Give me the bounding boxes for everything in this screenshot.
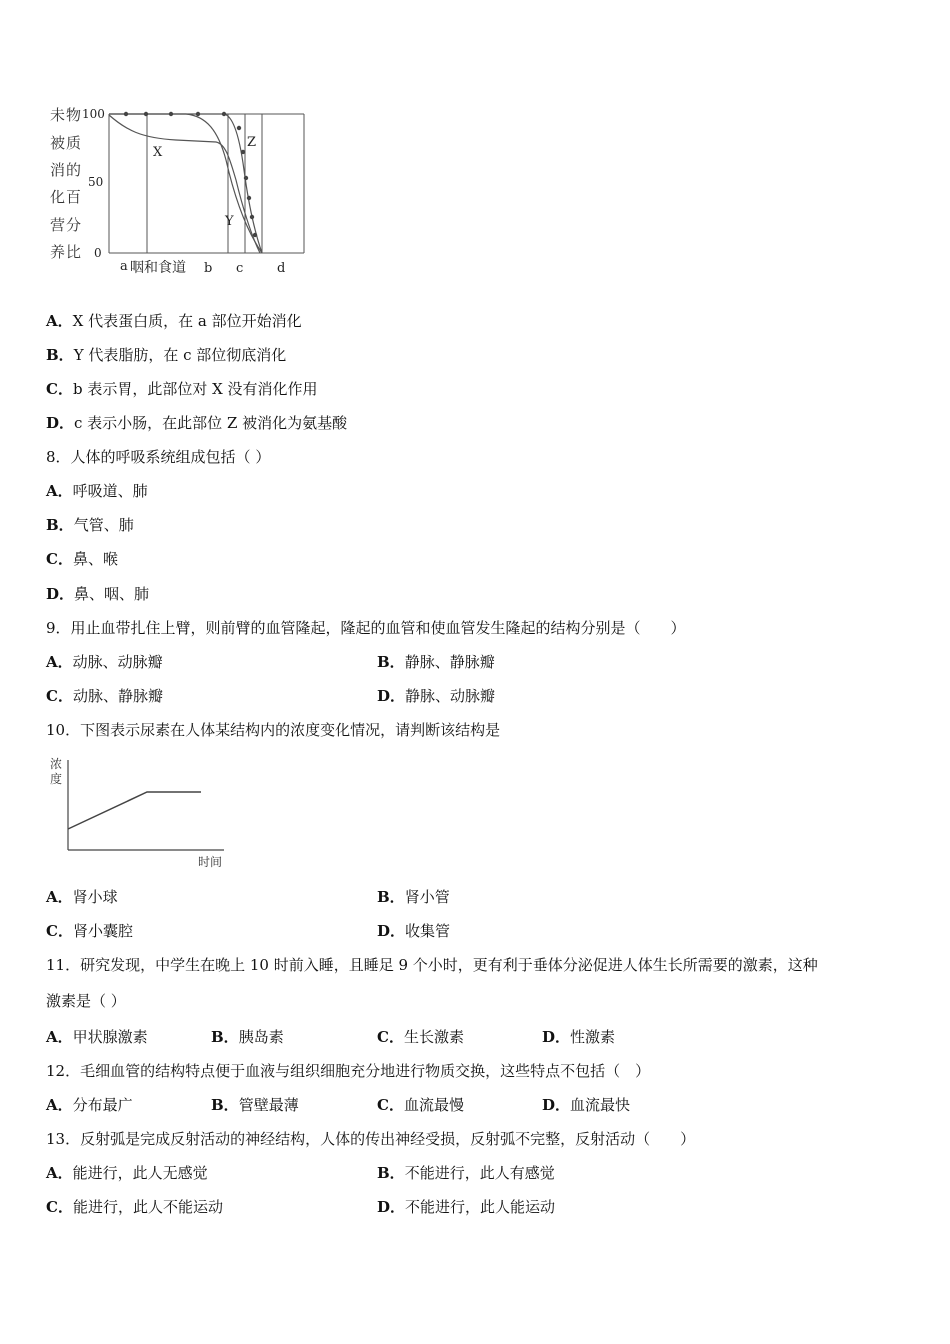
option-text: 不能进行，此人能运动 <box>405 1198 556 1216</box>
option-text: 动脉、动脉瓣 <box>72 653 163 671</box>
tick-100: 100 <box>82 107 105 121</box>
ylabel-char: 质 <box>66 134 82 152</box>
q11-stem-line1: 11．研究发现，中学生在晚上 10 时前入睡，且睡足 9 个小时，更有利于垂体分泌促进人体生长所需要的激素，这种 <box>46 956 818 974</box>
option-letter: B． <box>46 346 74 364</box>
tick-0: 0 <box>94 246 102 260</box>
urea-chart-svg <box>46 752 236 872</box>
option-text: b 表示胃，此部位对 X 没有消化作用 <box>72 380 318 398</box>
ylabel-char: 百 <box>66 188 82 206</box>
option-letter: C． <box>46 1198 73 1216</box>
option-text: 呼吸道、肺 <box>72 482 148 500</box>
option-text: 气管、肺 <box>73 516 134 534</box>
q12-stem: 12．毛细血管的结构特点便于血液与组织细胞充分地进行物质交换，这些特点不包括（ ） <box>46 1062 651 1080</box>
q12-option-b[interactable] <box>211 1095 299 1115</box>
option-text: 管壁最薄 <box>238 1096 299 1114</box>
q8-option-c[interactable] <box>46 549 118 569</box>
q7-option-b[interactable] <box>46 345 286 365</box>
option-letter: C． <box>46 550 73 568</box>
option-letter: B． <box>377 888 405 906</box>
option-text: 能进行，此人不能运动 <box>72 1198 223 1216</box>
urea-chart <box>46 752 236 872</box>
q8-option-b[interactable] <box>46 515 134 535</box>
ylabel-char: 未 <box>50 106 66 124</box>
q11-option-a[interactable] <box>46 1027 148 1047</box>
option-letter: A． <box>46 482 73 500</box>
ylabel-char: 化 <box>50 188 66 206</box>
ylabel-char: 养 <box>50 243 66 261</box>
option-letter: D． <box>542 1096 571 1114</box>
digestion-chart-svg <box>46 100 316 285</box>
xlabel-a: a <box>120 259 128 274</box>
urea-curve <box>68 792 201 829</box>
option-text: 肾小囊腔 <box>72 922 133 940</box>
option-text: 分布最广 <box>72 1096 133 1114</box>
q9-stem: 9．用止血带扎住上臂，则前臂的血管隆起，隆起的血管和使血管发生隆起的结构分别是（ ） <box>46 619 686 637</box>
ylabel-char: 被 <box>50 134 66 152</box>
option-text: 甲状腺激素 <box>72 1028 148 1046</box>
option-letter: A． <box>46 888 73 906</box>
q13-stem: 13．反射弧是完成反射活动的神经结构，人体的传出神经受损，反射弧不完整，反射活动（ ） <box>46 1130 696 1148</box>
option-text: X 代表蛋白质，在 a 部位开始消化 <box>72 312 302 330</box>
q10-option-b[interactable] <box>377 887 450 907</box>
q11-option-d[interactable] <box>542 1027 615 1047</box>
option-text: c 表示小肠，在此部位 Z 被消化为氨基酸 <box>74 414 348 432</box>
xlabel-a-text: 咽和食道 <box>130 260 186 276</box>
q13-option-a[interactable] <box>46 1163 208 1183</box>
option-text: Y 代表脂肪，在 c 部位彻底消化 <box>73 346 287 364</box>
option-letter: D． <box>542 1028 571 1046</box>
option-text: 静脉、动脉瓣 <box>405 687 496 705</box>
urea-ylabel-2: 度 <box>50 772 63 786</box>
option-text: 收集管 <box>405 922 451 940</box>
option-text: 动脉、静脉瓣 <box>72 687 163 705</box>
q7-option-c[interactable] <box>46 379 318 399</box>
q10-stem: 10．下图表示尿素在人体某结构内的浓度变化情况，请判断该结构是 <box>46 721 501 739</box>
option-letter: B． <box>377 653 405 671</box>
option-letter: B． <box>211 1096 239 1114</box>
ylabel-char: 比 <box>66 243 82 261</box>
curve-y <box>109 114 262 253</box>
option-letter: B． <box>377 1164 405 1182</box>
ylabel-char: 消 <box>50 161 66 179</box>
option-letter: B． <box>211 1028 239 1046</box>
option-text: 血流最快 <box>570 1096 631 1114</box>
ylabel-char: 分 <box>66 216 82 234</box>
q7-option-d[interactable] <box>46 413 347 433</box>
option-letter: D． <box>46 585 75 603</box>
q12-option-a[interactable] <box>46 1095 133 1115</box>
q8-option-d[interactable] <box>46 584 149 604</box>
digestion-chart <box>46 100 316 285</box>
q9-option-c[interactable] <box>46 686 163 706</box>
q10-option-c[interactable] <box>46 921 133 941</box>
option-letter: C． <box>46 380 73 398</box>
q11-stem-line2: 激素是（ ） <box>46 992 126 1010</box>
q9-option-d[interactable] <box>377 686 495 706</box>
q10-option-d[interactable] <box>377 921 450 941</box>
tick-50: 50 <box>88 175 104 189</box>
ylabel-char: 物 <box>66 106 82 124</box>
q8-option-a[interactable] <box>46 481 148 501</box>
option-letter: A． <box>46 653 73 671</box>
q11-option-b[interactable] <box>211 1027 284 1047</box>
label-y: Y <box>225 214 234 229</box>
label-z: Z <box>247 135 257 150</box>
option-text: 性激素 <box>570 1028 616 1046</box>
option-letter: A． <box>46 312 73 330</box>
option-text: 肾小管 <box>404 888 450 906</box>
option-letter: C． <box>377 1096 404 1114</box>
q13-option-c[interactable] <box>46 1197 223 1217</box>
q12-option-c[interactable] <box>377 1095 464 1115</box>
xlabel-c: c <box>236 261 244 276</box>
q8-stem: 8．人体的呼吸系统组成包括（ ） <box>46 448 271 466</box>
q11-option-c[interactable] <box>377 1027 464 1047</box>
urea-xlabel: 时间 <box>198 855 223 869</box>
option-letter: D． <box>46 414 75 432</box>
option-text: 血流最慢 <box>403 1096 464 1114</box>
ylabel-char: 的 <box>66 161 82 179</box>
label-x: X <box>153 145 163 160</box>
option-text: 静脉、静脉瓣 <box>404 653 495 671</box>
option-letter: A． <box>46 1164 73 1182</box>
q13-option-d[interactable] <box>377 1197 555 1217</box>
q7-option-a[interactable] <box>46 311 302 331</box>
curve-z <box>109 114 262 253</box>
option-letter: C． <box>46 687 73 705</box>
xlabel-d: d <box>277 261 286 276</box>
xlabel-b: b <box>204 261 213 276</box>
option-letter: A． <box>46 1096 73 1114</box>
q12-option-d[interactable] <box>542 1095 630 1115</box>
q13-option-b[interactable] <box>377 1163 555 1183</box>
option-letter: D． <box>377 687 406 705</box>
q10-option-a[interactable] <box>46 887 118 907</box>
option-text: 生长激素 <box>403 1028 464 1046</box>
q9-option-a[interactable] <box>46 652 163 672</box>
option-letter: D． <box>377 922 406 940</box>
option-text: 胰岛素 <box>238 1028 284 1046</box>
option-text: 鼻、喉 <box>72 550 118 568</box>
urea-ylabel-1: 浓 <box>50 757 63 771</box>
option-text: 鼻、咽、肺 <box>74 585 150 603</box>
option-letter: D． <box>377 1198 406 1216</box>
option-text: 不能进行，此人有感觉 <box>404 1164 555 1182</box>
option-letter: A． <box>46 1028 73 1046</box>
option-letter: C． <box>46 922 73 940</box>
option-letter: B． <box>46 516 74 534</box>
q9-option-b[interactable] <box>377 652 495 672</box>
option-text: 能进行，此人无感觉 <box>72 1164 208 1182</box>
option-text: 肾小球 <box>72 888 118 906</box>
option-letter: C． <box>377 1028 404 1046</box>
ylabel-char: 营 <box>50 216 66 234</box>
